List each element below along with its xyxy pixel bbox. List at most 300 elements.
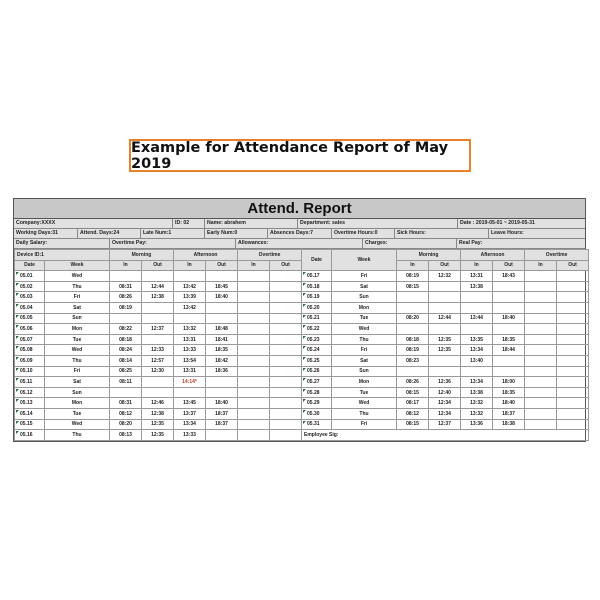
overtime-out-cell [557,345,589,356]
week-cell: Mon [45,398,110,409]
morning-in-cell: 08:12 [110,408,142,419]
morning-header: Morning [397,250,461,261]
morning-out-cell [429,302,461,313]
morning-in-cell: 08:15 [397,387,429,398]
afternoon-in-cell [174,271,206,282]
morning-in-cell: 08:15 [397,419,429,430]
date-cell: 05.28 [302,387,332,398]
afternoon-out-cell: 18:42 [206,355,238,366]
date-cell: 05.18 [302,281,332,292]
table-row [15,302,589,313]
week-cell: Thu [45,355,110,366]
date-cell: 05.08 [15,345,45,356]
overtime-in-cell [238,302,270,313]
real-pay-field: Real Pay: [459,240,483,246]
date-range-field: Date : 2019-05-01 ~ 2019-05-31 [460,220,535,226]
overtime-out-cell [270,345,302,356]
table-row [15,292,589,303]
overtime-out-cell [557,408,589,419]
overtime-out-cell [557,355,589,366]
afternoon-out-cell [206,313,238,324]
morning-in-cell: 08:19 [110,302,142,313]
morning-out-cell: 12:57 [142,355,174,366]
afternoon-out-cell: 18:40 [493,398,525,409]
afternoon-out-cell [493,302,525,313]
week-cell: Sat [332,355,397,366]
in-header: In [525,260,557,271]
out-header: Out [429,260,461,271]
out-header: Out [270,260,302,271]
date-cell: 05.01 [15,271,45,282]
overtime-out-cell [557,366,589,377]
morning-out-cell [142,271,174,282]
afternoon-out-cell: 18:40 [206,398,238,409]
afternoon-in-cell: 13:37 [174,408,206,419]
working-days-field: Working Days:31 [14,229,78,238]
week-cell: Tue [332,313,397,324]
afternoon-in-cell: 13:54 [174,355,206,366]
week-cell: Fri [332,419,397,430]
afternoon-in-cell: 13:42 [174,302,206,313]
week-cell: Sun [45,313,110,324]
date-cell: 05.04 [15,302,45,313]
morning-out-cell: 12:35 [142,430,174,441]
afternoon-out-cell: 18:00 [493,377,525,388]
morning-out-cell: 12:38 [142,408,174,419]
week-cell: Tue [45,408,110,419]
overtime-out-cell [270,324,302,335]
week-cell: Thu [332,334,397,345]
week-cell: Thu [45,281,110,292]
afternoon-in-cell: 13:31 [174,334,206,345]
afternoon-out-cell [493,281,525,292]
overtime-in-cell [525,271,557,282]
info-row-days [14,229,585,239]
afternoon-out-cell: 18:38 [493,419,525,430]
table-row [15,398,589,409]
device-id-label: Device ID:1 [15,250,110,261]
week-cell: Wed [332,398,397,409]
date-cell: 05.22 [302,324,332,335]
afternoon-out-cell [493,292,525,303]
id-field: ID: 02 [173,219,205,228]
afternoon-out-cell [206,302,238,313]
overtime-in-cell [525,313,557,324]
afternoon-out-cell: 18:44 [493,345,525,356]
week-cell: Thu [332,408,397,419]
out-header: Out [142,260,174,271]
morning-out-cell [429,324,461,335]
info-row-company [14,219,585,229]
overtime-out-cell [557,419,589,430]
week-cell: Fri [45,292,110,303]
afternoon-out-cell [493,355,525,366]
out-header: Out [206,260,238,271]
name-field: Name: abrahem [205,219,298,228]
week-cell: Sun [45,387,110,398]
afternoon-in-cell [174,313,206,324]
morning-in-cell: 08:12 [397,408,429,419]
morning-in-cell: 08:24 [110,345,142,356]
morning-in-cell: 08:31 [110,281,142,292]
week-cell: Mon [45,324,110,335]
morning-in-cell: 08:25 [110,366,142,377]
charges-field: Charges: [363,239,457,248]
overtime-out-cell [270,387,302,398]
afternoon-out-cell: 18:45 [206,281,238,292]
overtime-in-cell [525,387,557,398]
afternoon-in-cell: 13:36 [461,419,493,430]
afternoon-in-cell: 13:31 [461,271,493,282]
week-header: Week [332,250,397,271]
morning-out-cell: 12:32 [429,271,461,282]
overtime-in-cell [238,419,270,430]
week-cell: Sat [332,281,397,292]
week-cell: Tue [332,387,397,398]
date-cell: 05.16 [15,430,45,441]
date-cell: 05.30 [302,408,332,419]
week-cell: Mon [332,302,397,313]
overtime-in-cell [238,430,270,441]
week-cell: Sat [45,377,110,388]
afternoon-in-cell: 13:33 [174,345,206,356]
attendance-report [13,198,586,442]
overtime-out-cell [270,419,302,430]
overtime-in-cell [525,281,557,292]
date-cell: 05.27 [302,377,332,388]
overtime-in-cell [525,324,557,335]
report-title: Attend. Report [14,199,585,219]
date-cell: 05.29 [302,398,332,409]
leave-hours-field: Leave Hours: [491,230,524,236]
date-cell: 05.19 [302,292,332,303]
morning-header: Morning [110,250,174,261]
morning-in-cell [397,324,429,335]
caption-text: Example for Attendance Report of May 2019 [131,139,449,172]
afternoon-out-cell: 18:36 [206,366,238,377]
week-cell: Sun [332,292,397,303]
afternoon-out-cell: 18:35 [493,387,525,398]
in-header: In [238,260,270,271]
afternoon-out-cell [206,430,238,441]
week-cell: Thu [45,430,110,441]
afternoon-out-cell [493,324,525,335]
afternoon-in-cell: 13:33 [174,430,206,441]
morning-in-cell: 08:20 [110,419,142,430]
afternoon-in-cell: 13:34 [461,377,493,388]
overtime-out-cell [557,292,589,303]
table-row [15,281,589,292]
employee-signature-field: Employee Sig: [302,430,589,441]
morning-out-cell: 12:37 [429,419,461,430]
table-row [15,271,589,282]
table-row [15,313,589,324]
date-cell: 05.31 [302,419,332,430]
morning-out-cell: 12:35 [429,334,461,345]
morning-out-cell: 12:40 [429,387,461,398]
morning-out-cell: 12:38 [142,292,174,303]
afternoon-out-cell: 18:43 [493,271,525,282]
morning-out-cell [142,313,174,324]
company-field: Company:XXXX [14,219,173,228]
morning-out-cell [429,366,461,377]
afternoon-in-cell: 13:40 [461,355,493,366]
morning-out-cell: 12:44 [142,281,174,292]
overtime-in-cell [525,419,557,430]
week-cell: Fri [332,345,397,356]
date-cell: 05.17 [302,271,332,282]
afternoon-out-cell: 18:37 [206,419,238,430]
overtime-hours-field: Overtime Hours:0 [332,229,395,238]
morning-in-cell [110,387,142,398]
morning-in-cell: 08:20 [397,313,429,324]
morning-in-cell [110,313,142,324]
overtime-out-cell [557,334,589,345]
morning-in-cell [397,292,429,303]
overtime-out-cell [270,302,302,313]
table-row [15,366,589,377]
week-cell: Sat [45,302,110,313]
in-header: In [174,260,206,271]
morning-out-cell: 12:36 [429,377,461,388]
overtime-in-cell [238,281,270,292]
date-cell: 05.24 [302,345,332,356]
afternoon-out-cell: 18:37 [206,408,238,419]
overtime-in-cell [238,334,270,345]
table-row [15,334,589,345]
morning-out-cell: 12:33 [142,345,174,356]
afternoon-in-cell [461,366,493,377]
date-cell: 05.10 [15,366,45,377]
overtime-in-cell [238,345,270,356]
afternoon-in-cell [461,292,493,303]
overtime-out-cell [270,398,302,409]
table-row [15,408,589,419]
morning-out-cell [142,377,174,388]
morning-in-cell: 08:18 [110,334,142,345]
overtime-in-cell [238,387,270,398]
week-cell: Fri [332,271,397,282]
overtime-in-cell [525,355,557,366]
week-cell: Tue [45,334,110,345]
table-row [15,430,589,441]
date-cell: 05.20 [302,302,332,313]
overtime-out-cell [270,292,302,303]
morning-out-cell [429,281,461,292]
table-row [15,345,589,356]
morning-out-cell: 12:34 [429,398,461,409]
overtime-out-cell [270,313,302,324]
date-cell: 05.12 [15,387,45,398]
overtime-in-cell [238,271,270,282]
morning-in-cell [110,271,142,282]
overtime-out-cell [557,271,589,282]
afternoon-out-cell: 18:35 [493,334,525,345]
afternoon-out-cell [206,377,238,388]
out-header: Out [557,260,589,271]
date-cell: 05.15 [15,419,45,430]
date-cell: 05.11 [15,377,45,388]
info-row-pay [14,239,585,249]
morning-in-cell: 08:26 [110,292,142,303]
overtime-out-cell [270,334,302,345]
week-cell: Wed [45,271,110,282]
afternoon-in-cell: 13:34 [174,419,206,430]
overtime-out-cell [557,387,589,398]
date-cell: 05.25 [302,355,332,366]
morning-in-cell: 08:11 [110,377,142,388]
morning-out-cell: 12:35 [429,345,461,356]
morning-in-cell [397,366,429,377]
afternoon-out-cell: 18:41 [206,334,238,345]
group-header-row [15,250,589,261]
overtime-pay-field: Overtime Pay: [110,239,236,248]
week-cell: Sun [332,366,397,377]
overtime-in-cell [238,366,270,377]
overtime-in-cell [525,292,557,303]
week-cell: Mon [332,377,397,388]
afternoon-in-cell: 13:32 [461,408,493,419]
afternoon-out-cell [206,271,238,282]
afternoon-out-cell: 18:35 [206,345,238,356]
in-header: In [110,260,142,271]
overtime-in-cell [238,398,270,409]
afternoon-in-cell: 13:32 [461,398,493,409]
morning-out-cell [429,292,461,303]
absences-days-field: Absences Days:7 [268,229,332,238]
overtime-in-cell [525,377,557,388]
week-cell: Wed [332,324,397,335]
caption-box [129,139,471,172]
morning-out-cell: 12:37 [142,324,174,335]
morning-in-cell: 08:19 [397,271,429,282]
table-row [15,387,589,398]
morning-out-cell: 12:34 [429,408,461,419]
morning-in-cell: 08:22 [110,324,142,335]
afternoon-in-cell [461,324,493,335]
overtime-out-cell [557,302,589,313]
overtime-in-cell [525,302,557,313]
morning-in-cell: 08:19 [397,345,429,356]
allowances-field: Allowances: [236,239,363,248]
week-header: Week [45,260,110,271]
date-cell: 05.05 [15,313,45,324]
overtime-out-cell [557,398,589,409]
afternoon-header: Afternoon [461,250,525,261]
afternoon-in-cell: 14:14* [174,377,206,388]
morning-in-cell: 08:18 [397,334,429,345]
attendance-table [14,249,589,441]
morning-out-cell [142,302,174,313]
afternoon-out-cell: 18:40 [493,313,525,324]
morning-in-cell [397,302,429,313]
afternoon-in-cell: 13:32 [174,324,206,335]
overtime-in-cell [238,377,270,388]
overtime-out-cell [270,408,302,419]
date-cell: 05.09 [15,355,45,366]
overtime-out-cell [270,355,302,366]
afternoon-in-cell: 13:38 [461,281,493,292]
afternoon-out-cell: 18:48 [206,324,238,335]
afternoon-in-cell: 13:35 [461,334,493,345]
overtime-in-cell [238,408,270,419]
date-cell: 05.14 [15,408,45,419]
overtime-out-cell [270,271,302,282]
afternoon-in-cell: 13:39 [174,292,206,303]
early-num-field: Early Num:0 [205,229,268,238]
morning-in-cell: 08:26 [397,377,429,388]
overtime-out-cell [270,430,302,441]
morning-out-cell [429,355,461,366]
overtime-out-cell [270,281,302,292]
afternoon-out-cell: 18:40 [206,292,238,303]
morning-out-cell [142,334,174,345]
overtime-in-cell [238,355,270,366]
afternoon-in-cell: 13:38 [461,387,493,398]
late-num-field: Late Num:1 [141,229,205,238]
overtime-out-cell [557,377,589,388]
afternoon-in-cell: 13:31 [174,366,206,377]
out-header: Out [493,260,525,271]
table-row [15,419,589,430]
overtime-out-cell [557,281,589,292]
morning-in-cell: 08:13 [110,430,142,441]
overtime-in-cell [525,345,557,356]
morning-in-cell: 08:17 [397,398,429,409]
date-cell: 05.02 [15,281,45,292]
week-cell: Fri [45,366,110,377]
morning-out-cell: 12:44 [429,313,461,324]
date-cell: 05.03 [15,292,45,303]
date-header: Date [302,250,332,271]
morning-out-cell: 12:46 [142,398,174,409]
afternoon-in-cell: 13:34 [461,345,493,356]
overtime-in-cell [238,292,270,303]
overtime-in-cell [238,313,270,324]
overtime-header: Overtime [238,250,302,261]
overtime-in-cell [525,334,557,345]
table-row [15,377,589,388]
afternoon-header: Afternoon [174,250,238,261]
morning-in-cell: 08:31 [110,398,142,409]
date-cell: 05.07 [15,334,45,345]
afternoon-in-cell: 13:45 [174,398,206,409]
attend-days-field: Attend. Days:24 [78,229,141,238]
in-header: In [397,260,429,271]
overtime-out-cell [270,366,302,377]
morning-in-cell: 08:14 [110,355,142,366]
morning-out-cell: 12:35 [142,419,174,430]
afternoon-in-cell: 13:42 [174,281,206,292]
afternoon-in-cell: 13:44 [461,313,493,324]
morning-in-cell: 08:15 [397,281,429,292]
in-header: In [461,260,493,271]
week-cell: Wed [45,419,110,430]
overtime-out-cell [557,313,589,324]
afternoon-out-cell [206,387,238,398]
morning-in-cell: 08:23 [397,355,429,366]
overtime-out-cell [270,377,302,388]
afternoon-out-cell [493,366,525,377]
overtime-in-cell [238,324,270,335]
sick-hours-field: Sick Hours: [395,229,489,238]
morning-out-cell [142,387,174,398]
table-row [15,324,589,335]
date-cell: 05.06 [15,324,45,335]
table-row [15,355,589,366]
overtime-in-cell [525,398,557,409]
overtime-in-cell [525,408,557,419]
